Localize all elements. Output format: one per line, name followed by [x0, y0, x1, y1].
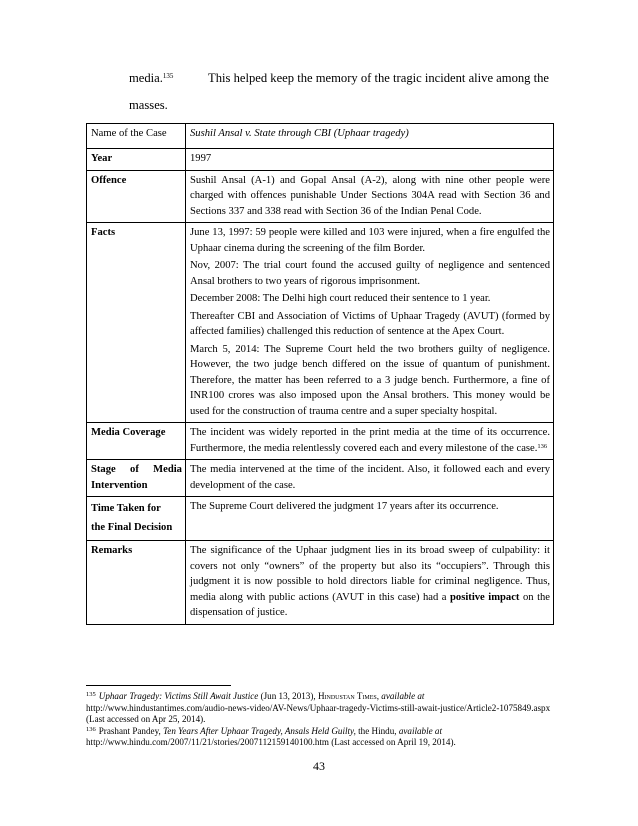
case-name-value: Sushil Ansal v. State through CBI (Uphaar tragedy) — [186, 124, 554, 149]
stage-label-word: Media — [153, 464, 182, 475]
footnote-date: (Jun 13, 2013), — [260, 691, 316, 701]
table-row-year — [87, 149, 554, 171]
footnote-author: Prashant Pandey, — [98, 725, 161, 736]
facts-value — [186, 223, 554, 423]
table-row-time — [87, 497, 554, 541]
time-label-line1: Time Taken for — [91, 503, 161, 514]
intro-line-2: masses. — [129, 98, 168, 112]
time-taken-label — [87, 497, 186, 541]
footnote-ref-136[interactable]: 136 — [537, 442, 548, 450]
offence-label: Offence — [87, 170, 186, 223]
footnote-number: 135 — [86, 691, 96, 698]
offence-value: Sushil Ansal (A-1) and Gopal Ansal (A-2), along with nine other people were charged with offences punishable Under Sections 304A read with Section 36 and Sections 337 and 338 read with Section 36 of the Indian Penal Code. — [186, 170, 554, 223]
year-label: Year — [87, 149, 186, 171]
facts-label: Facts — [87, 223, 186, 423]
footnote-link[interactable]: http://www.hindu.com/2007/11/21/stories/2007112159140100.htm (Last accessed on April 19, 2014). — [86, 737, 456, 747]
footnote-available: available at — [381, 691, 425, 701]
remarks-text-end: on the dispensation of justice. — [190, 591, 551, 618]
table-row-facts — [87, 223, 554, 423]
footnote-separator — [86, 685, 231, 686]
page-number: 43 — [313, 759, 325, 773]
stage-label-line2: Intervention — [91, 479, 148, 491]
stage-label — [87, 460, 186, 497]
table-row-name — [87, 124, 554, 149]
case-name-label: Name of the Case — [87, 124, 186, 149]
footnote-source: Hindustan Times — [317, 691, 377, 701]
intro-text-rest: This helped keep the memory of the tragic incident alive among the — [208, 71, 549, 85]
stage-label-word: Stage — [91, 464, 116, 475]
footnote-ref-135[interactable]: 135 — [162, 72, 174, 80]
remarks-value — [186, 541, 554, 625]
facts-paragraph: December 2008: The Delhi high court reduced their sentence to 1 year. — [190, 293, 491, 304]
remarks-label: Remarks — [87, 541, 186, 625]
footnote-title: Uphaar Tragedy: Victims Still Await Justice — [98, 691, 259, 701]
footnote-number: 136 — [86, 725, 96, 733]
time-label-line2: the Final Decision — [91, 522, 173, 533]
footnote-source: the Hindu, — [358, 725, 397, 736]
intro-text-start: media. — [129, 71, 163, 85]
footnote-title: Ten Years After Uphaar Tragedy, Ansals Held Guilty, — [163, 725, 356, 736]
facts-paragraph: March 5, 2014: The Supreme Court held the two brothers guilty of negligence. However, the two judge bench differed on the issue of quantum of punishment. Therefore, the matter has been referred to a 3 judge bench. Furthermore, a fine of INR100 crores was also imposed upon the Ansal brothers. This money would be used for the construction of trauma centre and a super specialty hospital. — [190, 343, 550, 417]
case-summary-table — [86, 123, 554, 625]
footnote-136 — [86, 726, 556, 749]
footnote-link[interactable]: http://www.hindustantimes.com/audio-news-video/AV-News/Uphaar-tragedy-Victims-still-await-justice/Article2-1075849.aspx (Last accessed on Apr 25, 2014). — [86, 702, 551, 724]
year-value: 1997 — [186, 149, 554, 171]
stage-label-word: of — [130, 464, 139, 475]
table-row-stage — [87, 460, 554, 497]
table-row-media — [87, 423, 554, 460]
media-coverage-label: Media Coverage — [87, 423, 186, 460]
media-coverage-text: The incident was widely reported in the print media at the time of its occurrence. Furthermore, the media relentlessly covered each and every milestone of the case. — [190, 427, 550, 454]
remarks-text: The significance of the Uphaar judgment lies in its broad sweep of culpability: it covers not only “owners” of the property but also its “occupiers”. Through this judgment it is now possible to hold directors liable for criminal negligence. Thus, media along with public actions (AVUT in this case) had a — [190, 545, 550, 603]
intro-line-1 — [129, 65, 549, 92]
stage-value: The media intervened at the time of the incident. Also, it followed each and every development of the case. — [186, 460, 554, 497]
table-row-offence — [87, 170, 554, 223]
remarks-emphasis: positive impact — [450, 591, 520, 603]
footnotes — [86, 691, 556, 749]
facts-paragraph: June 13, 1997: 59 people were killed and 103 were injured, when a fire engulfed the Uphaar cinema during the screening of the film Border. — [190, 227, 550, 254]
media-coverage-value — [186, 423, 554, 460]
footnote-available: available at — [398, 725, 442, 736]
footnote-135: $^{135}$ Uphaar Tragedy: Victims Still Await Justice (Jun 13, 2013), Hindustan Times, available at http://www.hindustantimes.com/audio-news-video/AV-News/Uphaar-tragedy-Victims-still-await-justice/Article2-1075849.aspx (Last accessed on Apr 25, 2014). — [86, 691, 551, 724]
time-taken-value: The Supreme Court delivered the judgment 17 years after its occurrence. — [186, 497, 554, 541]
facts-paragraph: Thereafter CBI and Association of Victims of Uphaar Tragedy (AVUT) (formed by affected families) challenged this reduction of sentence at the Apex Court. — [190, 310, 550, 337]
intro-paragraph — [129, 65, 549, 119]
table-row-remarks — [87, 541, 554, 625]
facts-paragraph: Nov, 2007: The trial court found the accused guilty of negligence and sentenced Ansal brothers to two years of rigorous imprisonment. — [190, 260, 550, 287]
